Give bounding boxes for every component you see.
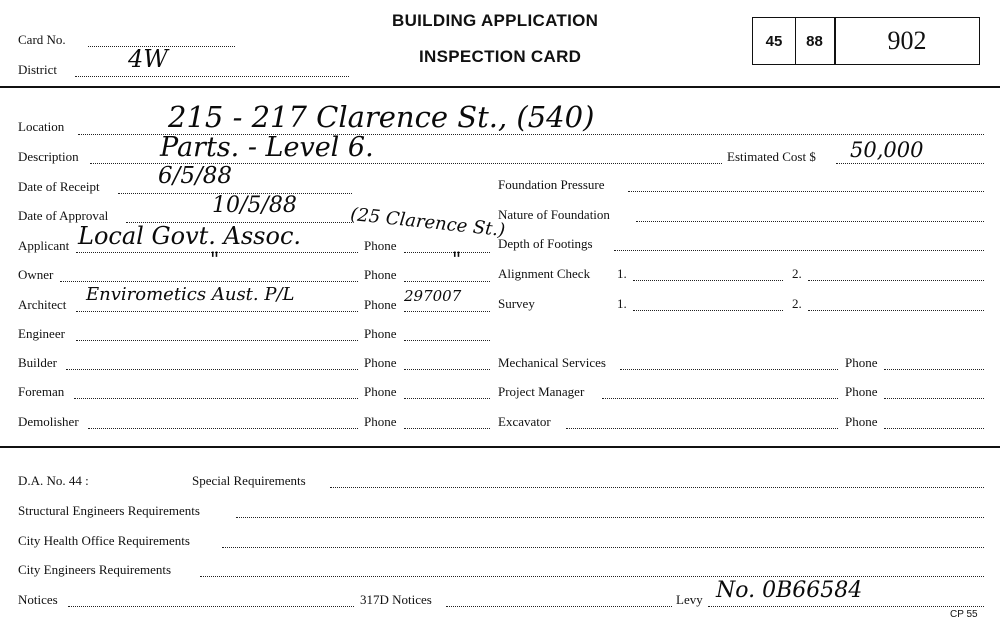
special-requirements-label: Special Requirements [192,473,306,488]
owner-phone-value: " [452,247,462,271]
description-value: Parts. - Level 6. [160,132,374,163]
alignment-two-label: 2. [792,266,802,281]
health-office-line [222,547,984,548]
foreman-line [74,398,358,399]
da-no-label: D.A. No. 44 : [18,473,89,488]
title-line-1: BUILDING APPLICATION [392,11,599,30]
notices-line [68,606,354,607]
date-approval-value: 10/5/88 [212,193,297,218]
mechanical-phone-line [884,369,984,370]
city-engineers-line [200,576,984,577]
location-value: 215 - 217 Clarence St., (540) [168,100,595,134]
alignment-one-label: 1. [617,266,627,281]
owner-phone-line [404,281,490,282]
builder-phone-line [404,369,490,370]
engineer-phone-line [404,340,490,341]
card-box-3: 902 [834,17,980,65]
engineer-line [76,340,358,341]
engineer-label: Engineer [18,326,65,341]
applicant-phone-label: Phone [364,238,397,253]
health-office-label: City Health Office Requirements [18,533,190,548]
date-receipt-label: Date of Receipt [18,179,100,194]
builder-phone-label: Phone [364,355,397,370]
card-box-1: 45 [752,17,796,65]
excavator-label: Excavator [498,414,551,429]
foundation-pressure-label: Foundation Pressure [498,177,605,192]
mechanical-phone-label: Phone [845,355,878,370]
estimated-cost-label: Estimated Cost $ [727,149,816,164]
survey-two-line [808,310,984,311]
owner-phone-label: Phone [364,267,397,282]
builder-label: Builder [18,355,57,370]
location-label: Location [18,119,65,134]
survey-one-label: 1. [617,296,627,311]
owner-label: Owner [18,267,54,282]
structural-engineers-label: Structural Engineers Requirements [18,503,200,518]
demolisher-phone-label: Phone [364,414,397,429]
applicant-value: Local Govt. Assoc. [78,222,302,250]
structural-engineers-line [236,517,984,518]
estimated-cost-line [836,163,984,164]
survey-label: Survey [498,296,535,311]
builder-line [66,369,358,370]
levy-label: Levy [676,592,703,607]
applicant-label: Applicant [18,238,70,253]
date-approval-label: Date of Approval [18,208,109,223]
district-label: District [18,62,57,77]
estimated-cost-value: 50,000 [850,138,924,162]
alignment-one-line [633,280,783,281]
architect-phone-line [404,311,490,312]
depth-footings-line [614,250,984,251]
owner-line [60,281,358,282]
date-receipt-value: 6/5/88 [158,163,233,189]
project-manager-label: Project Manager [498,384,585,399]
architect-phone-value: 297007 [404,287,462,305]
excavator-phone-label: Phone [845,414,878,429]
architect-line [76,311,358,312]
alignment-check-label: Alignment Check [498,266,591,281]
demolisher-phone-line [404,428,490,429]
special-requirements-line [330,487,984,488]
levy-line [708,606,984,607]
middle-rule [0,446,1000,448]
foundation-pressure-line [628,191,984,192]
alignment-two-line [808,280,984,281]
architect-value: Envirometics Aust. P/L [86,284,295,305]
nature-foundation-line [636,221,984,222]
district-value: 4W [128,45,168,73]
form-code: CP 55 [950,609,978,620]
demolisher-label: Demolisher [18,414,79,429]
project-manager-phone-line [884,398,984,399]
notices-317d-line [446,606,672,607]
foreman-phone-line [404,398,490,399]
nature-foundation-label: Nature of Foundation [498,207,610,222]
title-line-2: INSPECTION CARD [419,47,582,66]
survey-two-label: 2. [792,296,802,311]
mechanical-services-label: Mechanical Services [498,355,606,370]
excavator-line [566,428,838,429]
applicant-phone-line [404,252,490,253]
notices-label: Notices [18,592,58,607]
engineer-phone-label: Phone [364,326,397,341]
card-no-label: Card No. [18,32,66,47]
mechanical-services-line [620,369,838,370]
card-box-2: 88 [794,17,836,65]
survey-one-line [633,310,783,311]
owner-value: " [210,247,220,271]
foreman-label: Foreman [18,384,65,399]
project-manager-line [602,398,838,399]
notices-317d-label: 317D Notices [360,592,432,607]
architect-label: Architect [18,297,67,312]
excavator-phone-line [884,428,984,429]
project-manager-phone-label: Phone [845,384,878,399]
depth-footings-label: Depth of Footings [498,236,593,251]
city-engineers-label: City Engineers Requirements [18,562,172,577]
levy-value: No. 0B66584 [716,578,863,603]
architect-phone-label: Phone [364,297,397,312]
foreman-phone-label: Phone [364,384,397,399]
top-rule [0,86,1000,88]
demolisher-line [88,428,358,429]
district-line [75,76,349,77]
applicant-note: (25 Clarence St.) [349,203,507,242]
description-label: Description [18,149,79,164]
